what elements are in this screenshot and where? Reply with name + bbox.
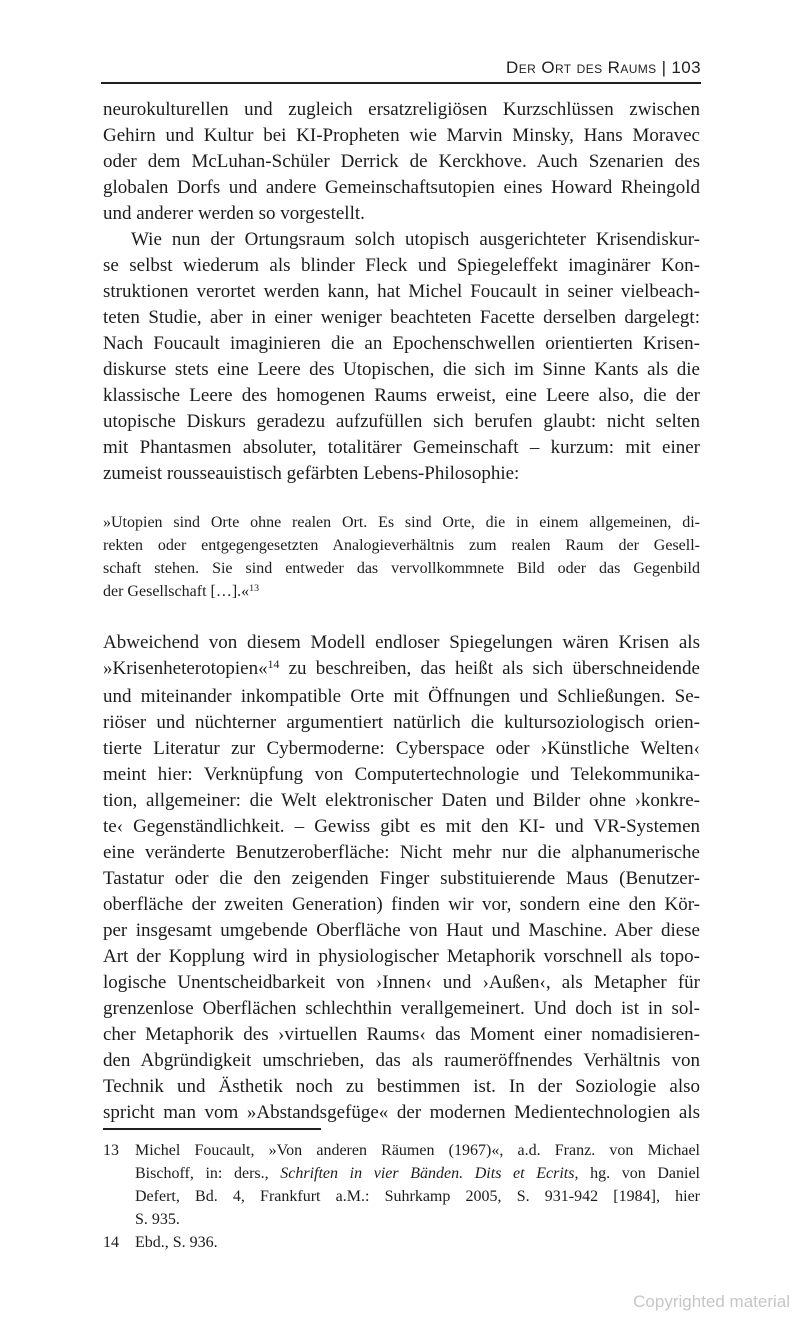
paragraph	[103, 630, 700, 1126]
text-line: riöser und nüchterner argumentiert natürlich die kultursoziologisch orien-	[103, 712, 700, 733]
block-quote	[103, 511, 700, 605]
text-line: eine veränderte Benutzeroberfläche: Nicht mehr nur die alphanumerische	[103, 842, 700, 863]
text-line: teten Studie, aber in einer weniger beachteten Facette derselben dargelegt:	[103, 307, 700, 328]
text-line: per insgesamt umgebende Oberfläche von Haut und Maschine. Aber diese	[103, 920, 700, 941]
text-line: diskurse stets eine Leere des Utopischen, die sich im Sinne Kants als die	[103, 359, 700, 380]
text-line: meint hier: Verknüpfung von Computertechnologie und Telekommunika-	[103, 764, 700, 785]
text-line: schaft stehen. Sie sind entweder das vervollkommnete Bild oder das Gegenbild	[103, 560, 700, 577]
text-line: Gehirn und Kultur bei KI-Propheten wie Marvin Minsky, Hans Moravec	[103, 125, 700, 146]
text-line: Defert, Bd. 4, Frankfurt a.M.: Suhrkamp 2005, S. 931-942 [1984], hier	[135, 1188, 700, 1205]
text-line: oder dem McLuhan-Schüler Derrick de Kerckhove. Auch Szenarien des	[103, 151, 700, 172]
text-line: globalen Dorfs und andere Gemeinschaftsutopien eines Howard Rheingold	[103, 177, 700, 198]
paragraph	[103, 97, 700, 227]
footnote-marker: 13	[249, 583, 260, 595]
text-line: Tastatur oder die den zeigenden Finger substituierende Maus (Benutzer-	[103, 868, 700, 889]
footnote	[103, 1231, 700, 1254]
body-text	[103, 97, 700, 1126]
text-line: struktionen verortet werden kann, hat Michel Foucault in seiner vielbeach-	[103, 281, 700, 302]
text-line: der Gesellschaft […].«$^{13}$	[103, 583, 260, 600]
footnote-number: 13	[103, 1142, 119, 1159]
footnotes	[103, 1139, 700, 1254]
text-line: Art der Kopplung wird in physiologischer Metaphorik vorschnell als topo-	[103, 946, 700, 967]
header-separator: |	[661, 58, 667, 77]
text-line: neurokulturellen und zugleich ersatzreligiösen Kurzschlüssen zwischen	[103, 99, 700, 120]
text-line: mit Phantasmen absoluter, totalitärer Gemeinschaft – kurzum: mit einer	[103, 437, 700, 458]
text-line: te‹ Gegenständlichkeit. – Gewiss gibt es mit den KI- und VR-Systemen	[103, 816, 700, 837]
running-head: Der Ort des Raums	[506, 58, 657, 77]
text-line: und anderer werden so vorgestellt.	[103, 203, 365, 224]
text-line: spricht man vom »Abstandsgefüge« der modernen Medientechnologien als	[103, 1102, 700, 1123]
paragraph	[103, 227, 700, 487]
text-line: S. 935.	[135, 1211, 180, 1228]
text-line: klassische Leere des homogenen Raums erweist, eine Leere also, die der	[103, 385, 700, 406]
text-line: cher Metaphorik des ›virtuellen Raums‹ das Moment einer nomadisieren-	[103, 1024, 700, 1045]
page-number: 103	[671, 58, 701, 77]
text-line: zumeist rousseauistisch gefärbten Lebens-Philosophie:	[103, 463, 520, 484]
text-line: utopische Diskurs geradezu aufzufüllen sich berufen glaubt: nicht selten	[103, 411, 700, 432]
text-line: tierte Literatur zur Cybermoderne: Cyberspace oder ›Künstliche Welten‹	[103, 738, 700, 759]
text-line: grenzenlose Oberflächen schlechthin verallgemeinert. Und doch ist in sol-	[103, 998, 700, 1019]
footnote-text	[135, 1231, 700, 1254]
text-line: Bischoff, in: ders., Schriften in vier Bänden. Dits et Ecrits, hg. von Daniel	[135, 1165, 700, 1182]
text-line: Abweichend von diesem Modell endloser Spiegelungen wären Krisen als	[103, 632, 700, 653]
text-line: Michel Foucault, »Von anderen Räumen (1967)«, a.d. Franz. von Michael	[135, 1142, 700, 1159]
text-line: »Krisenheterotopien«$^{14}$ zu beschreiben, das heißt als sich überschneidende	[103, 658, 700, 679]
page-header	[101, 58, 701, 84]
text-line: se selbst wiederum als blinder Fleck und Spiegeleffekt imaginärer Kon-	[103, 255, 700, 276]
text-line: Nach Foucault imaginieren die an Epochenschwellen orientierten Krisen-	[103, 333, 700, 354]
footnote-marker: 14	[267, 658, 280, 672]
footnote	[103, 1139, 700, 1231]
text-line: Ebd., S. 936.	[135, 1234, 218, 1251]
footnote-text	[135, 1139, 700, 1231]
text-line: oberfläche der zweiten Generation) finden wir vor, sondern eine den Kör-	[103, 894, 700, 915]
text-line: »Utopien sind Orte ohne realen Ort. Es sind Orte, die in einem allgemeinen, di-	[103, 514, 700, 531]
footnote-separator	[103, 1128, 321, 1130]
watermark: Copyrighted material	[633, 1292, 790, 1311]
text-line: und miteinander inkompatible Orte mit Öffnungen und Schließungen. Se-	[103, 686, 700, 707]
text-line: rekten oder entgegengesetzten Analogieverhältnis zum realen Raum der Gesell-	[103, 537, 700, 554]
text-line: Wie nun der Ortungsraum solch utopisch ausgerichteter Krisendiskur-	[131, 229, 700, 250]
text-line: logische Unentscheidbarkeit von ›Innen‹ und ›Außen‹, als Metapher für	[103, 972, 700, 993]
footnote-number: 14	[103, 1234, 119, 1251]
text-line: tion, allgemeiner: die Welt elektronischer Daten und Bilder ohne ›konkre-	[103, 790, 700, 811]
text-line: den Abgründigkeit umschrieben, das als raumeröffnendes Verhältnis von	[103, 1050, 700, 1071]
emphasized-text: Schriften in vier Bänden. Dits et Ecrits,	[280, 1165, 579, 1182]
text-line: Technik und Ästhetik noch zu bestimmen ist. In der Soziologie also	[103, 1076, 700, 1097]
